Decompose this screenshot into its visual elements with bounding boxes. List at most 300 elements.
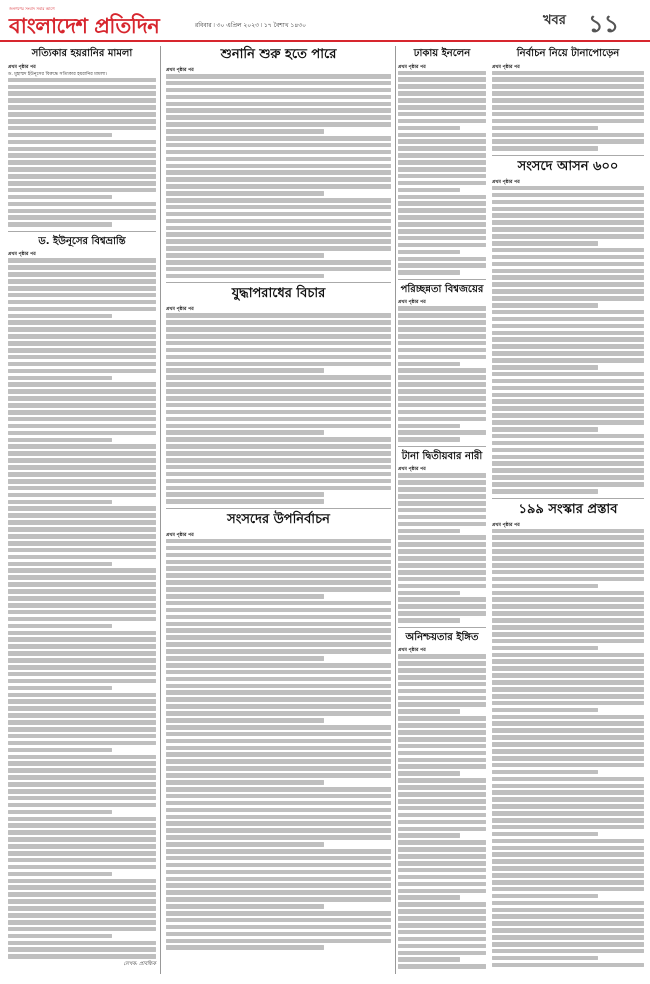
text-line bbox=[166, 883, 391, 888]
text-line bbox=[398, 604, 486, 609]
article-lead: প্রথম পৃষ্ঠার পর bbox=[166, 532, 194, 538]
text-line bbox=[492, 331, 644, 336]
text-line bbox=[492, 133, 644, 138]
text-line bbox=[8, 817, 156, 822]
article-body bbox=[492, 521, 644, 968]
text-line bbox=[8, 369, 156, 374]
text-line bbox=[8, 444, 156, 449]
text-line bbox=[8, 188, 156, 193]
text-line bbox=[492, 146, 598, 151]
text-line bbox=[166, 849, 391, 854]
text-line bbox=[398, 430, 486, 435]
text-line bbox=[492, 91, 644, 96]
text-line bbox=[492, 303, 598, 308]
text-line bbox=[398, 522, 486, 527]
divider bbox=[398, 446, 486, 447]
text-line bbox=[166, 362, 391, 367]
article-headline: যুদ্ধাপরাধের বিচার bbox=[231, 286, 326, 302]
text-line bbox=[8, 844, 156, 849]
text-line bbox=[166, 642, 391, 647]
article-lead: প্রথম পৃষ্ঠার পর bbox=[492, 179, 520, 185]
text-line bbox=[166, 136, 391, 141]
text-line bbox=[398, 167, 486, 172]
text-line bbox=[8, 362, 156, 367]
text-line bbox=[492, 296, 644, 301]
text-line bbox=[8, 300, 156, 305]
text-line bbox=[492, 482, 644, 487]
text-line bbox=[166, 546, 391, 551]
text-line bbox=[166, 239, 391, 244]
text-line bbox=[492, 386, 644, 391]
text-line bbox=[166, 348, 391, 353]
text-line bbox=[492, 365, 598, 370]
text-line bbox=[398, 133, 486, 138]
text-line bbox=[398, 584, 486, 589]
text-line bbox=[8, 899, 156, 904]
text-line bbox=[8, 624, 112, 629]
text-line bbox=[166, 403, 391, 408]
text-line bbox=[8, 209, 156, 214]
text-line bbox=[398, 813, 486, 818]
text-line bbox=[492, 310, 644, 315]
column-2 bbox=[166, 46, 391, 952]
article-headline: অনিশ্চয়তার ইঙ্গিত bbox=[405, 631, 479, 643]
text-line bbox=[492, 427, 598, 432]
column-1 bbox=[8, 46, 156, 969]
text-line bbox=[398, 215, 486, 220]
text-line bbox=[492, 563, 644, 568]
text-line bbox=[398, 591, 460, 596]
text-line bbox=[8, 479, 156, 484]
text-line bbox=[492, 625, 644, 630]
column-divider bbox=[395, 46, 396, 974]
text-line bbox=[398, 861, 486, 866]
text-line bbox=[166, 697, 391, 702]
text-line bbox=[398, 112, 486, 117]
text-line bbox=[492, 887, 644, 892]
text-line bbox=[492, 98, 644, 103]
text-line bbox=[492, 797, 644, 802]
article-body bbox=[8, 250, 156, 959]
text-line bbox=[492, 694, 644, 699]
text-line bbox=[492, 825, 644, 830]
text-line bbox=[166, 246, 391, 251]
text-line bbox=[398, 723, 486, 728]
text-line bbox=[492, 275, 644, 280]
text-line bbox=[166, 260, 391, 265]
text-line bbox=[492, 908, 644, 913]
text-line bbox=[398, 964, 486, 969]
text-line bbox=[166, 95, 391, 100]
text-line bbox=[398, 91, 486, 96]
text-line bbox=[166, 539, 391, 544]
text-line bbox=[398, 597, 486, 602]
text-line bbox=[8, 658, 156, 663]
text-line bbox=[398, 696, 486, 701]
text-line bbox=[8, 734, 156, 739]
text-line bbox=[398, 535, 486, 540]
text-line bbox=[8, 851, 156, 856]
text-line bbox=[398, 563, 486, 568]
text-line bbox=[398, 515, 486, 520]
text-line bbox=[398, 306, 486, 311]
article-headline: সংসদে আসন ৬০০ bbox=[517, 158, 619, 174]
text-line bbox=[8, 906, 156, 911]
text-line bbox=[398, 487, 486, 492]
text-line bbox=[492, 956, 598, 961]
text-line bbox=[398, 668, 486, 673]
text-line bbox=[166, 566, 391, 571]
text-line bbox=[492, 728, 644, 733]
text-line bbox=[398, 847, 486, 852]
text-line bbox=[492, 591, 644, 596]
text-line bbox=[398, 758, 486, 763]
text-line bbox=[398, 126, 460, 131]
text-line bbox=[166, 808, 391, 813]
text-line bbox=[166, 499, 324, 504]
text-line bbox=[492, 234, 644, 239]
article-body bbox=[398, 298, 486, 442]
text-line bbox=[8, 279, 156, 284]
text-line bbox=[8, 355, 156, 360]
text-line bbox=[398, 675, 486, 680]
text-line bbox=[398, 827, 486, 832]
text-line bbox=[398, 508, 486, 513]
text-line bbox=[8, 934, 112, 939]
article-lead: প্রথম পৃষ্ঠার পর bbox=[398, 64, 426, 70]
text-line bbox=[8, 458, 156, 463]
text-line bbox=[492, 852, 644, 857]
text-line bbox=[8, 741, 156, 746]
text-line bbox=[492, 894, 598, 899]
text-line bbox=[492, 317, 644, 322]
text-line bbox=[8, 837, 156, 842]
text-line bbox=[398, 689, 486, 694]
text-line bbox=[492, 701, 644, 706]
article-body bbox=[166, 531, 391, 950]
dateline: রবিবার ৷ ৩০ এপ্রিল ২০২৩ ৷ ১৭ বৈশাখ ১৪৩০ bbox=[195, 22, 307, 29]
text-line bbox=[8, 582, 156, 587]
text-line bbox=[492, 784, 644, 789]
divider bbox=[492, 155, 644, 156]
column-3 bbox=[398, 46, 486, 971]
text-line bbox=[8, 500, 112, 505]
text-line bbox=[8, 644, 156, 649]
text-line bbox=[8, 438, 112, 443]
text-line bbox=[166, 560, 391, 565]
text-line bbox=[398, 806, 486, 811]
article-body bbox=[398, 465, 486, 622]
text-line bbox=[8, 872, 112, 877]
text-line bbox=[8, 417, 156, 422]
text-line bbox=[398, 201, 486, 206]
text-line bbox=[492, 577, 644, 582]
text-line bbox=[8, 796, 156, 801]
text-line bbox=[166, 458, 391, 463]
text-line bbox=[8, 258, 156, 263]
text-line bbox=[492, 227, 644, 232]
column-divider bbox=[160, 46, 161, 974]
text-line bbox=[8, 451, 156, 456]
text-line bbox=[8, 314, 112, 319]
text-line bbox=[166, 759, 391, 764]
text-line bbox=[492, 372, 644, 377]
text-line bbox=[8, 85, 156, 90]
text-line bbox=[398, 146, 486, 151]
text-line bbox=[8, 167, 156, 172]
text-line bbox=[398, 396, 486, 401]
text-line bbox=[492, 715, 644, 720]
text-line bbox=[398, 716, 486, 721]
text-line bbox=[492, 777, 644, 782]
text-line bbox=[8, 699, 156, 704]
text-line bbox=[492, 542, 644, 547]
text-line bbox=[398, 895, 460, 900]
text-line bbox=[166, 267, 391, 272]
text-line bbox=[492, 770, 598, 775]
text-line bbox=[492, 604, 644, 609]
text-line bbox=[8, 195, 112, 200]
text-line bbox=[8, 941, 156, 946]
article-headline: ড. ইউনূসের বিশ্বভ্রান্তি bbox=[38, 235, 126, 247]
article-body bbox=[8, 63, 156, 227]
text-line bbox=[8, 541, 156, 546]
text-line bbox=[166, 787, 391, 792]
text-line bbox=[166, 170, 391, 175]
text-line bbox=[492, 749, 644, 754]
text-line bbox=[398, 577, 486, 582]
text-line bbox=[166, 615, 391, 620]
text-line bbox=[492, 351, 644, 356]
text-line bbox=[398, 549, 486, 554]
text-line bbox=[166, 573, 391, 578]
text-line bbox=[8, 823, 156, 828]
text-line bbox=[492, 556, 644, 561]
text-line bbox=[398, 951, 486, 956]
text-line bbox=[166, 780, 324, 785]
text-line bbox=[398, 77, 486, 82]
text-line bbox=[398, 923, 486, 928]
text-line bbox=[8, 562, 112, 567]
text-line bbox=[492, 942, 644, 947]
text-line bbox=[8, 947, 156, 952]
text-line bbox=[166, 375, 391, 380]
text-line bbox=[8, 686, 112, 691]
text-line bbox=[8, 105, 156, 110]
text-line bbox=[8, 637, 156, 642]
text-line bbox=[166, 417, 391, 422]
text-line bbox=[492, 708, 598, 713]
text-line bbox=[166, 766, 391, 771]
article-body bbox=[398, 646, 486, 969]
text-line bbox=[166, 122, 391, 127]
article-body bbox=[492, 178, 644, 494]
text-line bbox=[166, 465, 391, 470]
text-line bbox=[492, 358, 644, 363]
text-line bbox=[398, 833, 460, 838]
text-line bbox=[166, 320, 391, 325]
text-line bbox=[166, 670, 391, 675]
text-line bbox=[492, 105, 644, 110]
article-lead: প্রথম পৃষ্ঠার পর bbox=[8, 252, 36, 258]
text-line bbox=[166, 877, 391, 882]
text-line bbox=[8, 376, 112, 381]
text-line bbox=[166, 580, 391, 585]
text-line bbox=[166, 115, 391, 120]
text-line bbox=[398, 611, 486, 616]
text-line bbox=[8, 755, 156, 760]
text-line bbox=[398, 105, 486, 110]
text-line bbox=[8, 160, 156, 165]
text-line bbox=[492, 653, 644, 658]
text-line bbox=[166, 150, 391, 155]
text-line bbox=[492, 468, 644, 473]
text-line bbox=[398, 529, 460, 534]
article-lead: প্রথম পৃষ্ঠার পর bbox=[166, 67, 194, 73]
text-line bbox=[8, 672, 156, 677]
text-line bbox=[492, 839, 644, 844]
article-lead: প্রথম পৃষ্ঠার পর bbox=[492, 64, 520, 70]
text-line bbox=[398, 902, 486, 907]
text-line bbox=[166, 226, 391, 231]
text-line bbox=[166, 842, 324, 847]
text-line bbox=[166, 74, 391, 79]
text-line bbox=[8, 265, 156, 270]
text-line bbox=[166, 746, 391, 751]
text-line bbox=[492, 584, 598, 589]
text-line bbox=[492, 406, 644, 411]
text-line bbox=[166, 925, 391, 930]
text-line bbox=[398, 362, 460, 367]
text-line bbox=[492, 804, 644, 809]
logo-tagline: জনগণের সংবাদ সবার আগে bbox=[9, 6, 55, 11]
text-line bbox=[398, 737, 486, 742]
text-line bbox=[398, 744, 486, 749]
text-line bbox=[398, 389, 486, 394]
text-line bbox=[8, 913, 156, 918]
text-line bbox=[166, 143, 391, 148]
text-line bbox=[492, 461, 644, 466]
text-line bbox=[8, 575, 156, 580]
text-line bbox=[166, 486, 391, 491]
text-line bbox=[166, 157, 391, 162]
article-excerpt: ড. মুহাম্মদ ইউনূসের বিরুদ্ধে সত্যিকার হয়রানির মামলা। bbox=[8, 71, 108, 77]
text-line bbox=[492, 611, 644, 616]
text-line bbox=[166, 718, 324, 723]
text-line bbox=[398, 944, 486, 949]
text-line bbox=[492, 413, 644, 418]
text-line bbox=[8, 782, 156, 787]
text-line bbox=[492, 248, 644, 253]
text-line bbox=[166, 355, 391, 360]
text-line bbox=[492, 901, 644, 906]
text-line bbox=[8, 527, 156, 532]
text-line bbox=[8, 78, 156, 83]
text-line bbox=[166, 313, 391, 318]
text-line bbox=[492, 379, 644, 384]
text-line bbox=[8, 706, 156, 711]
text-line bbox=[492, 735, 644, 740]
text-line bbox=[8, 140, 156, 145]
text-line bbox=[398, 153, 486, 158]
text-line bbox=[398, 84, 486, 89]
text-line bbox=[398, 236, 486, 241]
text-line bbox=[166, 794, 391, 799]
text-line bbox=[492, 337, 644, 342]
text-line bbox=[8, 341, 156, 346]
text-line bbox=[8, 651, 156, 656]
text-line bbox=[492, 282, 644, 287]
text-line bbox=[492, 71, 644, 76]
text-line bbox=[8, 126, 156, 131]
newspaper-logo[interactable]: বাংলাদেশ প্রতিদিন bbox=[9, 14, 160, 38]
text-line bbox=[166, 334, 391, 339]
text-line bbox=[492, 434, 644, 439]
text-line bbox=[398, 764, 486, 769]
text-line bbox=[398, 916, 486, 921]
text-line bbox=[166, 198, 391, 203]
text-line bbox=[492, 818, 644, 823]
text-line bbox=[8, 293, 156, 298]
text-line bbox=[166, 437, 391, 442]
text-line bbox=[166, 773, 391, 778]
text-line bbox=[8, 665, 156, 670]
text-line bbox=[492, 935, 644, 940]
text-line bbox=[492, 756, 644, 761]
text-line bbox=[166, 856, 391, 861]
text-line bbox=[8, 803, 156, 808]
text-line bbox=[166, 890, 391, 895]
text-line bbox=[398, 854, 486, 859]
text-line bbox=[492, 680, 644, 685]
article-body bbox=[492, 63, 644, 151]
divider bbox=[166, 282, 391, 283]
text-line bbox=[8, 727, 156, 732]
text-line bbox=[166, 622, 391, 627]
masthead bbox=[0, 0, 650, 42]
text-line bbox=[398, 889, 486, 894]
text-line bbox=[166, 472, 391, 477]
text-line bbox=[166, 945, 324, 950]
text-line bbox=[398, 661, 486, 666]
text-line bbox=[8, 789, 156, 794]
text-line bbox=[8, 348, 156, 353]
text-line bbox=[492, 659, 644, 664]
text-line bbox=[492, 535, 644, 540]
text-line bbox=[398, 751, 486, 756]
text-line bbox=[166, 424, 391, 429]
text-line bbox=[398, 778, 486, 783]
text-line bbox=[8, 506, 156, 511]
text-line bbox=[492, 880, 644, 885]
divider bbox=[166, 508, 391, 509]
text-line bbox=[166, 677, 391, 682]
text-line bbox=[166, 608, 391, 613]
article-lead: প্রথম পৃষ্ঠার পর bbox=[492, 522, 520, 528]
text-line bbox=[166, 129, 324, 134]
text-line bbox=[492, 666, 644, 671]
text-line bbox=[8, 679, 156, 684]
text-line bbox=[8, 555, 156, 560]
text-line bbox=[492, 866, 644, 871]
text-line bbox=[492, 399, 644, 404]
text-line bbox=[166, 684, 391, 689]
text-line bbox=[8, 91, 156, 96]
text-line bbox=[398, 771, 460, 776]
text-line bbox=[166, 704, 391, 709]
text-line bbox=[8, 147, 156, 152]
text-line bbox=[398, 257, 486, 262]
